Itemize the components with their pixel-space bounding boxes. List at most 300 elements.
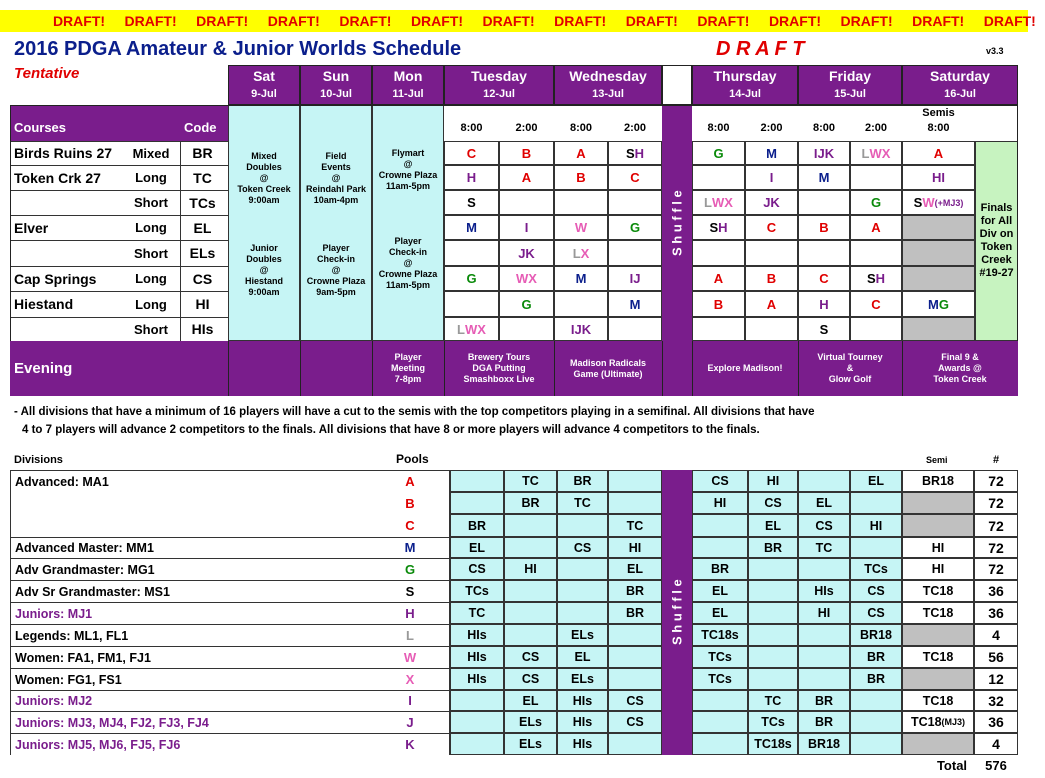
division-course-cell <box>557 580 608 602</box>
pool-cell: I J K <box>798 141 850 165</box>
pool-cell: B <box>499 141 554 165</box>
pool-cell: G <box>499 291 554 317</box>
division-name: Advanced Master: MM1 <box>10 537 450 558</box>
division-semi: TC18 (MJ3) <box>902 711 974 733</box>
division-name <box>10 514 450 537</box>
division-course-cell: BR <box>850 668 902 690</box>
pool-cell: I J <box>608 266 662 291</box>
pool-cell <box>902 317 975 341</box>
pool-cell: S H <box>692 215 745 240</box>
divisions-header: Divisions <box>14 454 63 466</box>
division-course-cell: EL <box>748 514 798 537</box>
division-course-cell <box>748 646 798 668</box>
pool-cell: S H <box>850 266 902 291</box>
division-pool: W <box>403 649 417 665</box>
semi-header: Semi <box>926 455 948 465</box>
pool-cell: A <box>902 141 975 165</box>
division-course-cell <box>748 580 798 602</box>
pool-cell: C <box>850 291 902 317</box>
pool-cell: S <box>444 190 499 215</box>
course-code: TCs <box>180 190 224 215</box>
division-pool: S <box>405 583 415 599</box>
pool-cell: M <box>745 141 798 165</box>
day-date: 13-Jul <box>592 88 624 100</box>
division-count: 56 <box>974 646 1018 668</box>
pool-cell <box>444 291 499 317</box>
division-count: 12 <box>974 668 1018 690</box>
division-course-cell: BR <box>608 580 662 602</box>
division-course-cell: BR <box>608 602 662 624</box>
pool-cell: S H <box>608 141 662 165</box>
day-date: 11-Jul <box>392 88 424 100</box>
division-count: 72 <box>974 558 1018 580</box>
pool-cell: M <box>608 291 662 317</box>
division-semi <box>902 492 974 514</box>
pool-cell <box>444 240 499 266</box>
division-course-cell <box>608 733 662 755</box>
semis-label: Semis <box>922 107 955 119</box>
division-course-cell <box>692 537 748 558</box>
day-name: Friday <box>828 68 871 84</box>
division-course-cell: CS <box>504 668 557 690</box>
division-course-cell: ELs <box>504 711 557 733</box>
course-layout: Mixed <box>132 145 170 161</box>
pool-cell <box>902 266 975 291</box>
draft-banner-item: DRAFT! <box>196 13 249 29</box>
division-semi: HI <box>902 558 974 580</box>
division-name: Legends: ML1, FL1 <box>10 624 450 646</box>
division-course-cell <box>798 646 850 668</box>
division-count: 4 <box>974 733 1018 755</box>
evening-label: Evening <box>14 360 73 377</box>
division-course-cell <box>504 514 557 537</box>
division-count: 72 <box>974 514 1018 537</box>
division-course-cell <box>798 668 850 690</box>
pool-cell <box>554 291 608 317</box>
time-label: 8:00 <box>707 122 730 134</box>
total-value: 576 <box>985 757 1007 773</box>
division-course-cell: EL <box>450 537 504 558</box>
division-course-cell <box>608 470 662 492</box>
division-course-cell: HI <box>504 558 557 580</box>
pool-cell: C <box>798 266 850 291</box>
division-course-cell: BR18 <box>798 733 850 755</box>
division-course-cell: HIs <box>557 733 608 755</box>
division-name: Juniors: MJ5, MJ6, FJ5, FJ6 <box>10 733 450 755</box>
division-pool: B <box>405 495 415 511</box>
division-count: 72 <box>974 492 1018 514</box>
div-shuffle-label: S h u f f l e <box>669 579 685 646</box>
draft-banner-item: DRAFT! <box>482 13 535 29</box>
division-course-cell: TCs <box>850 558 902 580</box>
mon-event-a: Flymart @ Crowne Plaza 11am-5pm <box>378 148 438 191</box>
division-course-cell: HI <box>748 470 798 492</box>
division-count: 36 <box>974 602 1018 624</box>
pool-cell <box>608 190 662 215</box>
division-name: Advanced: MA1 <box>10 470 450 492</box>
division-count: 36 <box>974 580 1018 602</box>
division-course-cell: HI <box>608 537 662 558</box>
division-name <box>10 492 450 514</box>
day-name: Saturday <box>930 68 990 84</box>
pool-cell: G <box>692 141 745 165</box>
draft-banner-item: DRAFT! <box>697 13 750 29</box>
pool-cell: A <box>850 215 902 240</box>
division-course-cell: EL <box>692 580 748 602</box>
division-pool: X <box>405 671 415 687</box>
draft-banner-item: DRAFT! <box>339 13 392 29</box>
draft-banner-item: DRAFT! <box>768 13 822 29</box>
division-course-cell <box>504 537 557 558</box>
division-course-cell <box>608 668 662 690</box>
note-line-1: - All divisions that have a minimum of 16 players will have a cut to the semis with the top competitors playing in a semifinal. All divisions that have <box>14 406 815 418</box>
division-course-cell: HIs <box>450 668 504 690</box>
pool-cell: C <box>745 215 798 240</box>
pool-cell: B <box>798 215 850 240</box>
day-date: 14-Jul <box>729 88 761 100</box>
division-course-cell <box>557 602 608 624</box>
division-course-cell: HIs <box>450 646 504 668</box>
division-course-cell: CS <box>608 711 662 733</box>
evening-sat: Final 9 & Awards @ Token Creek <box>933 352 987 384</box>
course-code: HI <box>180 291 224 317</box>
draft-banner-item: DRAFT! <box>52 13 106 29</box>
division-course-cell: ELs <box>504 733 557 755</box>
total-label: Total <box>936 757 968 773</box>
division-course-cell: EL <box>504 690 557 711</box>
courses-header: Courses <box>14 120 67 135</box>
time-label: 8:00 <box>460 122 483 134</box>
division-pool: C <box>405 518 415 533</box>
division-course-cell: HIs <box>557 690 608 711</box>
course-name: Cap Springs <box>14 270 97 287</box>
pool-cell <box>902 240 975 266</box>
pool-cell <box>745 240 798 266</box>
division-count: 72 <box>974 537 1018 558</box>
division-course-cell: CS <box>748 492 798 514</box>
division-name: Women: FA1, FM1, FJ1 <box>10 646 450 668</box>
pool-cell <box>692 240 745 266</box>
division-course-cell: TCs <box>692 668 748 690</box>
pool-cell <box>608 317 662 341</box>
pool-cell: H <box>798 291 850 317</box>
day-name: Wednesday <box>569 68 647 84</box>
division-course-cell: TC <box>608 514 662 537</box>
pool-cell: L X <box>554 240 608 266</box>
division-course-cell: TCs <box>450 580 504 602</box>
division-course-cell <box>557 514 608 537</box>
pool-cell: L W X <box>444 317 499 341</box>
pool-cell: G <box>850 190 902 215</box>
time-label: 2:00 <box>760 122 783 134</box>
division-pool: G <box>404 561 416 577</box>
pool-cell: M <box>554 266 608 291</box>
course-code: ELs <box>180 240 224 266</box>
course-name <box>14 190 134 215</box>
division-course-cell: CS <box>850 602 902 624</box>
division-semi <box>902 668 974 690</box>
draft-banner-item: DRAFT! <box>912 13 965 29</box>
division-semi <box>902 733 974 755</box>
division-course-cell: TC18s <box>748 733 798 755</box>
pool-cell: S <box>798 317 850 341</box>
division-course-cell: BR <box>450 514 504 537</box>
division-course-cell: BR <box>798 690 850 711</box>
sat-event-a: Mixed Doubles @ Token Creek 9:00am <box>237 150 291 205</box>
division-count: 4 <box>974 624 1018 646</box>
division-pool: A <box>405 473 415 489</box>
day-date: 16-Jul <box>944 88 976 100</box>
division-course-cell: TC <box>557 492 608 514</box>
draft-banner-item: DRAFT! <box>124 13 177 29</box>
division-course-cell: CS <box>450 558 504 580</box>
mon-event-b: Player Check-in @ Crowne Plaza 11am-5pm <box>378 235 438 290</box>
division-semi <box>902 514 974 537</box>
division-course-cell: EL <box>557 646 608 668</box>
division-pool: I <box>408 693 412 708</box>
course-name <box>14 317 134 341</box>
pool-cell: S W (+MJ3) <box>902 190 975 215</box>
course-code: EL <box>180 215 224 240</box>
time-label: 2:00 <box>515 122 538 134</box>
shuffle-header-gap <box>662 65 692 105</box>
pool-cell: C <box>444 141 499 165</box>
division-course-cell: TC <box>450 602 504 624</box>
evening-tue: Brewery Tours DGA Putting Smashboxx Live <box>463 352 535 384</box>
course-name: Elver <box>14 219 49 236</box>
division-course-cell <box>450 690 504 711</box>
division-course-cell: TC <box>748 690 798 711</box>
pool-cell <box>692 165 745 190</box>
pool-cell <box>850 165 902 190</box>
division-semi: TC18 <box>902 646 974 668</box>
pool-cell: M <box>444 215 499 240</box>
division-course-cell: BR <box>850 646 902 668</box>
division-course-cell <box>450 711 504 733</box>
division-course-cell: BR <box>504 492 557 514</box>
division-course-cell: BR <box>692 558 748 580</box>
division-pool: K <box>405 736 415 752</box>
division-course-cell: EL <box>798 492 850 514</box>
course-layout: Short <box>134 195 168 210</box>
pool-cell: I J K <box>554 317 608 341</box>
count-header: # <box>992 454 1000 466</box>
division-pool: M <box>404 540 416 555</box>
course-layout: Short <box>134 245 168 261</box>
pool-cell: I <box>499 215 554 240</box>
course-layout: Long <box>135 296 167 312</box>
division-semi: TC18 <box>902 690 974 711</box>
course-code: BR <box>180 141 224 165</box>
draft-banner-item: DRAFT! <box>267 13 320 29</box>
course-code: TC <box>180 165 224 190</box>
division-course-cell <box>504 580 557 602</box>
division-course-cell: CS <box>608 690 662 711</box>
pool-cell: B <box>745 266 798 291</box>
division-pool: H <box>405 605 415 621</box>
division-count: 72 <box>974 470 1018 492</box>
division-course-cell: TCs <box>748 711 798 733</box>
time-label: 2:00 <box>864 122 888 134</box>
pool-cell: I <box>745 165 798 190</box>
division-course-cell: CS <box>557 537 608 558</box>
course-layout: Long <box>135 220 167 235</box>
course-layout: Short <box>134 321 168 337</box>
division-course-cell: TCs <box>692 646 748 668</box>
course-layout: Long <box>135 271 167 286</box>
division-course-cell <box>798 624 850 646</box>
pool-cell <box>850 240 902 266</box>
pool-cell <box>798 190 850 215</box>
day-name: Sat <box>253 68 275 84</box>
sat-event-b: Junior Doubles @ Hiestand 9:00am <box>244 242 283 297</box>
division-course-cell: HI <box>798 602 850 624</box>
pool-cell: A <box>499 165 554 190</box>
division-pool: L <box>406 627 414 643</box>
tentative-label: Tentative <box>14 65 80 82</box>
division-course-cell <box>748 624 798 646</box>
division-course-cell: HIs <box>798 580 850 602</box>
evening-divider <box>662 341 692 396</box>
version-label: v3.3 <box>986 46 1004 56</box>
division-course-cell: CS <box>504 646 557 668</box>
shuffle-label: S h u f f l e <box>669 190 685 256</box>
pools-header: Pools <box>396 452 429 466</box>
division-course-cell <box>850 690 902 711</box>
division-course-cell <box>850 711 902 733</box>
division-course-cell: BR <box>798 711 850 733</box>
pool-cell <box>499 317 554 341</box>
pool-cell: A <box>554 141 608 165</box>
draft-banner-item: DRAFT! <box>625 13 678 29</box>
division-course-cell: EL <box>692 602 748 624</box>
time-label: 8:00 <box>927 122 950 134</box>
division-course-cell <box>692 733 748 755</box>
note-line-2: 4 to 7 players will advance 2 competitors to the finals. All divisions that have 8 or more players will advance 4 competitors to the finals. <box>22 424 760 436</box>
division-course-cell <box>450 733 504 755</box>
division-semi <box>902 624 974 646</box>
division-count: 32 <box>974 690 1018 711</box>
division-course-cell: EL <box>850 470 902 492</box>
evening-thu: Explore Madison! <box>707 363 783 373</box>
draft-banner-item: DRAFT! <box>410 13 464 29</box>
draft-label: D R A F T <box>716 38 805 60</box>
pool-cell: M <box>798 165 850 190</box>
pool-cell <box>902 215 975 240</box>
pool-cell <box>608 240 662 266</box>
division-course-cell: HI <box>692 492 748 514</box>
draft-banner-item: DRAFT! <box>554 13 607 29</box>
pool-cell: H I <box>902 165 975 190</box>
pool-cell: G <box>608 215 662 240</box>
sun-event-a: Field Events @ Reindahl Park 10am-4pm <box>305 150 367 205</box>
division-course-cell: CS <box>692 470 748 492</box>
division-semi: TC18 <box>902 602 974 624</box>
evening-divider <box>228 341 300 396</box>
day-date: 9-Jul <box>251 88 277 100</box>
pool-cell: M G <box>902 291 975 317</box>
division-semi: HI <box>902 537 974 558</box>
division-name: Juniors: MJ3, MJ4, FJ2, FJ3, FJ4 <box>10 711 450 733</box>
division-course-cell: BR <box>557 470 608 492</box>
pool-cell: B <box>554 165 608 190</box>
division-course-cell <box>850 537 902 558</box>
course-name: Token Crk 27 <box>14 169 101 186</box>
division-semi: BR18 <box>902 470 974 492</box>
pool-cell: B <box>692 291 745 317</box>
division-course-cell: HI <box>850 514 902 537</box>
finals-note: Finals for All Div on Token Creek #19-27 <box>979 202 1014 279</box>
division-course-cell: TC <box>798 537 850 558</box>
division-name: Juniors: MJ2 <box>10 690 450 711</box>
pool-cell: H <box>444 165 499 190</box>
pool-cell: J K <box>499 240 554 266</box>
division-course-cell <box>850 492 902 514</box>
course-layout: Long <box>135 170 167 185</box>
pool-cell: L W X <box>692 190 745 215</box>
division-course-cell <box>504 602 557 624</box>
division-course-cell <box>692 690 748 711</box>
time-label: 8:00 <box>812 122 836 134</box>
division-course-cell <box>798 470 850 492</box>
time-label: 8:00 <box>569 122 593 134</box>
pool-cell <box>499 190 554 215</box>
pool-cell: W <box>554 215 608 240</box>
division-course-cell: BR18 <box>850 624 902 646</box>
evening-divider <box>300 341 372 396</box>
division-course-cell <box>608 646 662 668</box>
pool-cell <box>798 240 850 266</box>
division-course-cell: CS <box>850 580 902 602</box>
course-name <box>14 240 134 266</box>
division-course-cell: EL <box>608 558 662 580</box>
division-course-cell <box>692 711 748 733</box>
division-course-cell: TC18s <box>692 624 748 646</box>
evening-wed: Madison Radicals Game (Ultimate) <box>569 357 647 379</box>
division-course-cell <box>748 602 798 624</box>
code-header: Code <box>184 120 217 135</box>
division-name: Adv Sr Grandmaster: MS1 <box>10 580 450 602</box>
division-course-cell <box>692 514 748 537</box>
division-course-cell <box>748 558 798 580</box>
division-pool: J <box>406 714 414 730</box>
division-course-cell: HIs <box>557 711 608 733</box>
day-name: Sun <box>322 68 350 84</box>
course-code: CS <box>180 266 224 291</box>
division-semi: TC18 <box>902 580 974 602</box>
division-course-cell <box>450 492 504 514</box>
time-label: 2:00 <box>623 122 647 134</box>
day-date: 10-Jul <box>320 88 352 100</box>
division-course-cell <box>748 668 798 690</box>
pool-cell: A <box>692 266 745 291</box>
evening-fri: Virtual Tourney & Glow Golf <box>817 352 883 384</box>
course-name: Birds Ruins 27 <box>14 145 113 161</box>
division-course-cell <box>504 624 557 646</box>
pool-cell <box>850 317 902 341</box>
pool-cell <box>692 317 745 341</box>
day-date: 15-Jul <box>834 88 866 100</box>
division-count: 36 <box>974 711 1018 733</box>
division-course-cell <box>850 733 902 755</box>
division-course-cell: CS <box>798 514 850 537</box>
division-name: Women: FG1, FS1 <box>10 668 450 690</box>
pool-cell: C <box>608 165 662 190</box>
division-course-cell <box>450 470 504 492</box>
division-course-cell <box>608 492 662 514</box>
pool-cell <box>745 317 798 341</box>
division-course-cell: ELs <box>557 668 608 690</box>
